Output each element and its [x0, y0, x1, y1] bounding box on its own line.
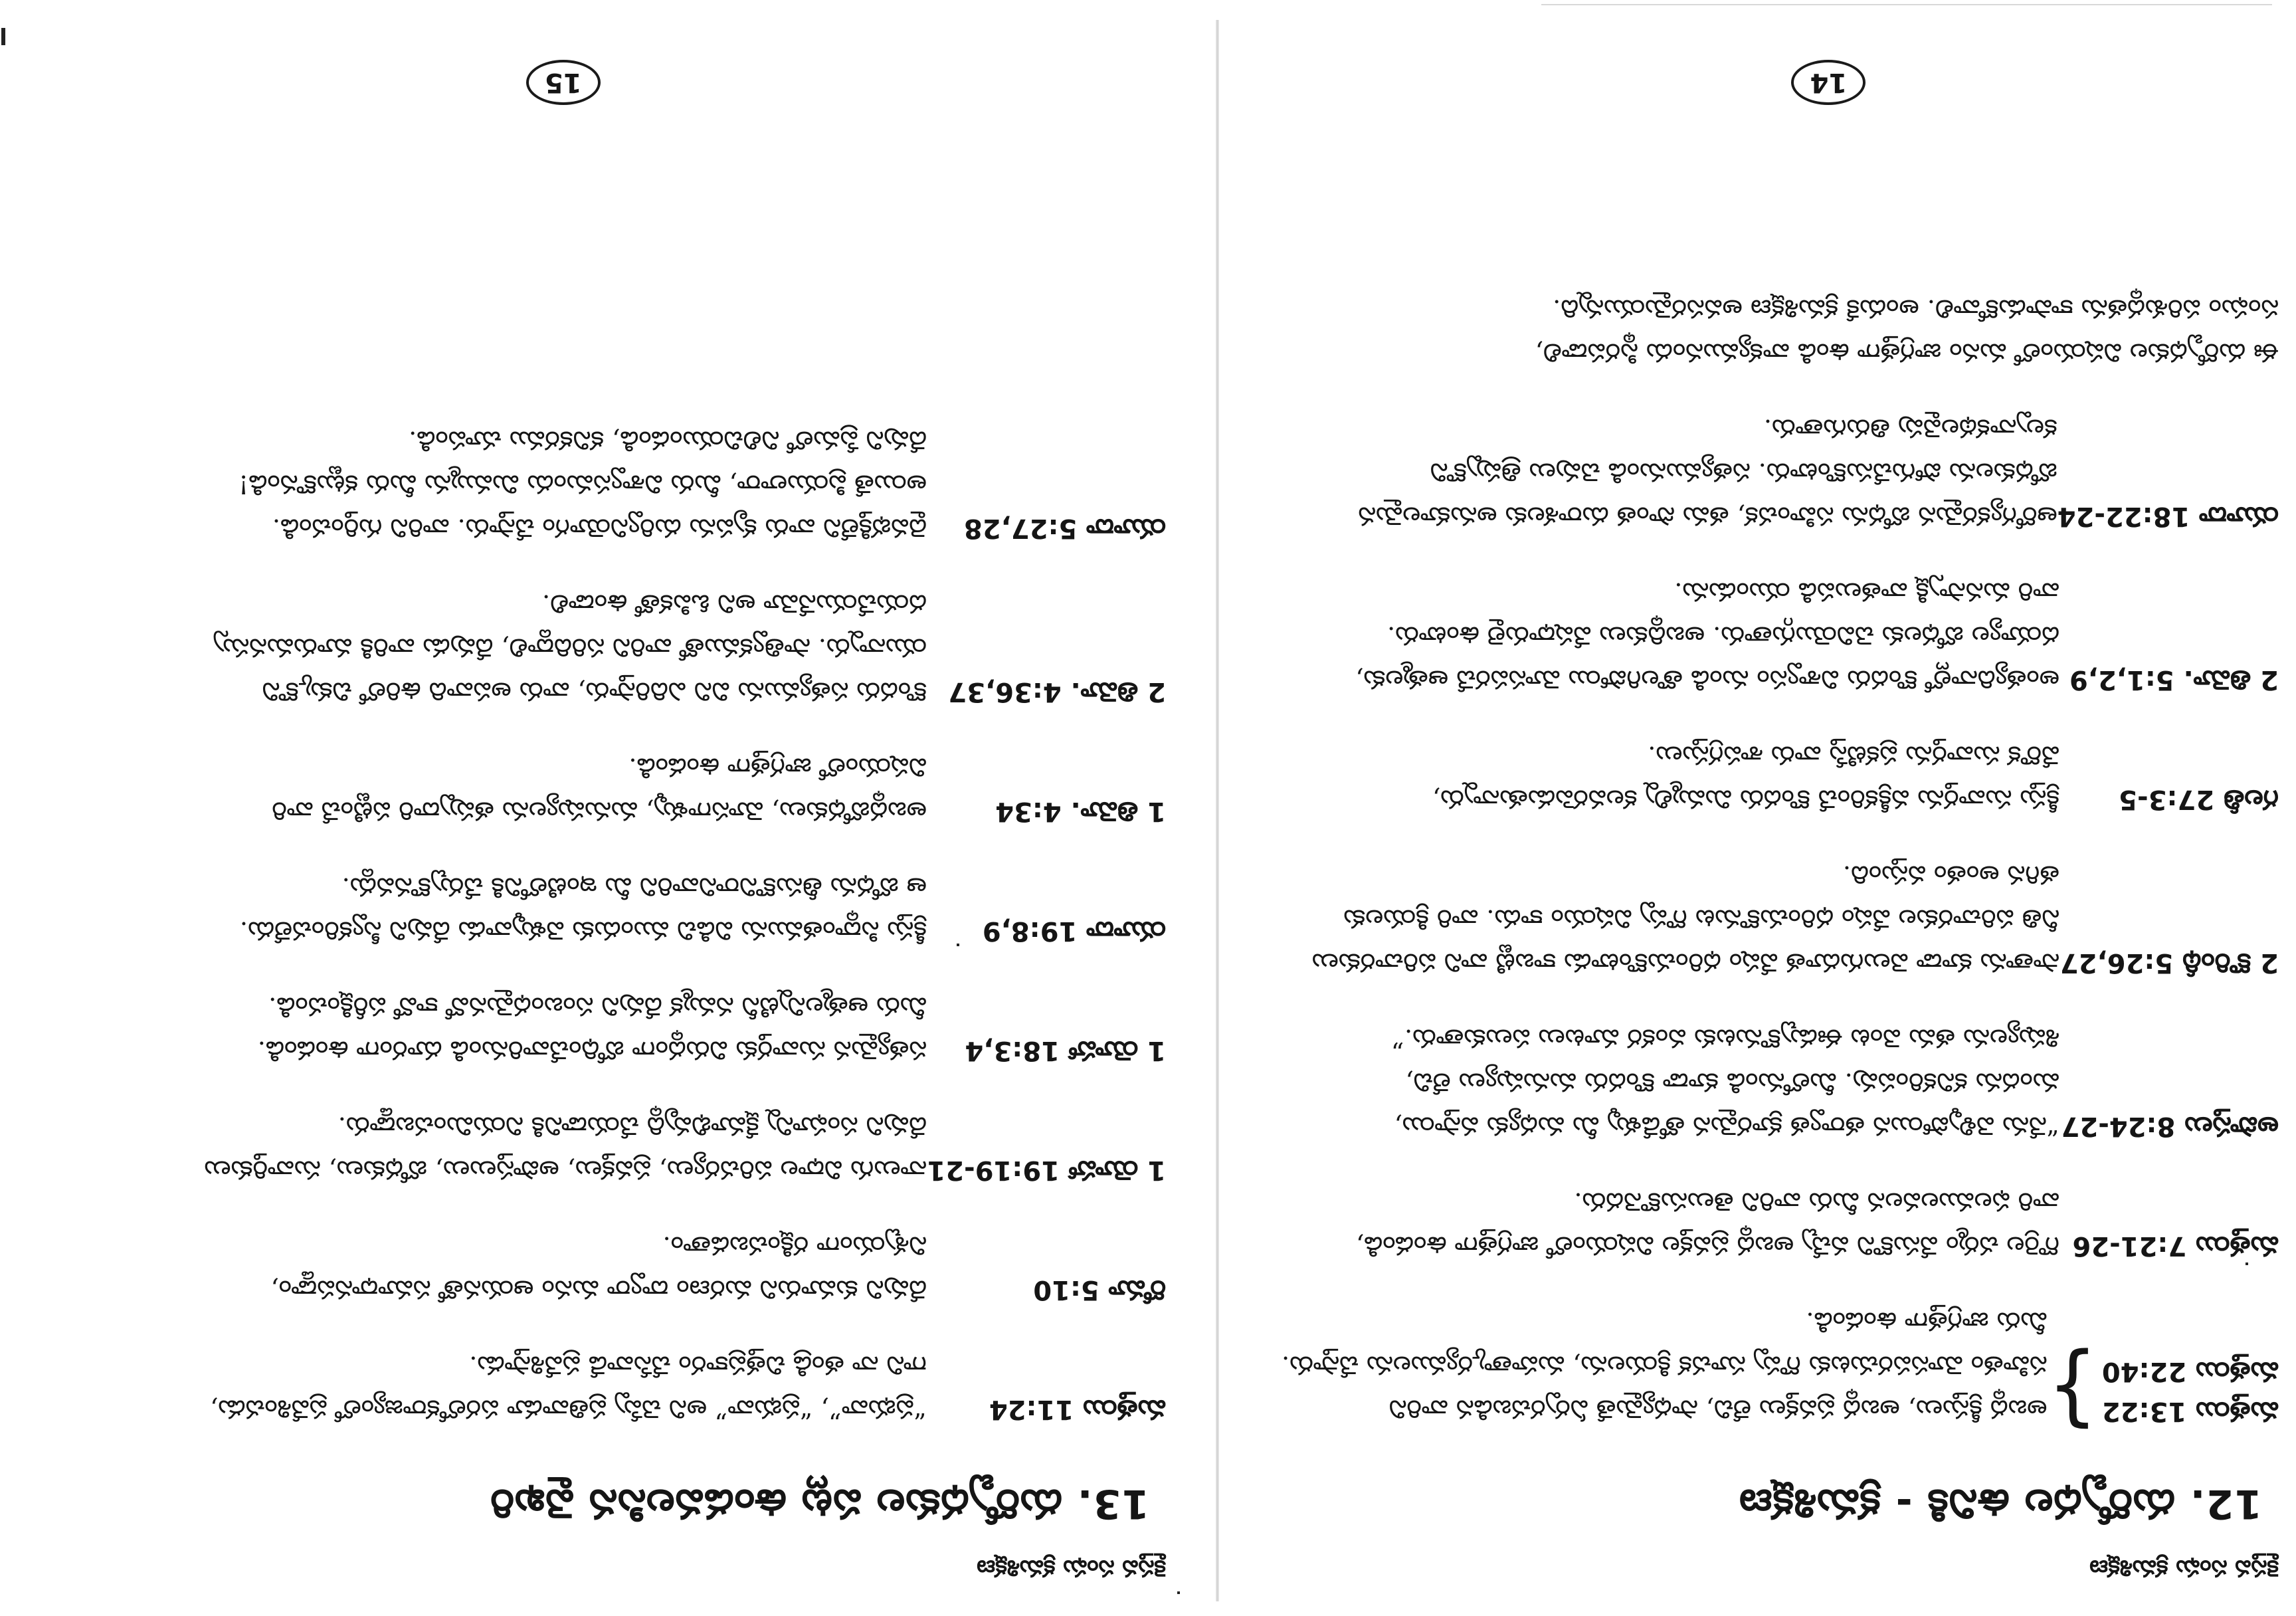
verse-text [1256, 1300, 2048, 1431]
text-line: శిష్యులను తమ వెంట ఈడ్చుకొనుటకు వంకర మాటలు పలుకుతారు.” [1391, 1024, 2059, 1053]
text-line: అబద్ధబోధకులు, మోసగాళ్ళు, మనుష్యులను తప్పుదారి పట్టించే వారి [272, 797, 927, 826]
scripture-reference: మత్తయి 22:40 [2101, 1356, 2279, 1387]
text-line: నీతి పరిచారకుల వేషం ధరించుకొనుట గొప్ప విషయం కాదు. వారి క్రియలకు [1343, 904, 2059, 934]
section-title: 13. దుర్బోధకుల పట్ల ఉండవలసిన వైఖరి [490, 1480, 1149, 1527]
running-head: కైస్తవ సంఘ క్రమశిక్షణ [977, 1555, 1166, 1581]
scripture-reference: యూదా 19:8,9 [982, 916, 1166, 946]
left-page [90, 66, 1166, 1581]
text-line: “నేను వెళ్ళిపోయిన తర్వాత క్రూరమైన తోడేళ్ళు మీ మధ్యకు వస్తాయి, [1394, 1112, 2059, 1141]
text-line: గొర్రెల చర్మం వేసుకొని వచ్చే అబద్ధ ప్రవక్తల విషయంలో జాగ్రత్తగా ఉండండి, [1356, 1231, 2059, 1261]
text-line: ఈ దుర్బోధకుల విషయంలో మనం జాగ్రత్తగా ఉండి వాక్యమునందు స్థిరపడాలి, [1535, 338, 2279, 367]
scripture-reference-group [2047, 1341, 2279, 1443]
verse-text [1256, 853, 2059, 985]
text-line: దయ్యాల బోధలకు చెవియొగ్గుతారు. అబద్ధికులు వేషధారులై ఉంటారు. [1387, 621, 2059, 651]
verse-text [90, 419, 927, 550]
verse-entry [1256, 1017, 2279, 1148]
verse-text [90, 746, 927, 833]
text-line: క్రీస్తు సిద్ధాంతమును విడిచి ముందుకు వెళ్ళువాడు దేవుని స్వీకరించలేదు. [239, 916, 927, 946]
verse-text [1256, 734, 2059, 821]
text-line: మందను కనికరింపవు. మీలోనుండి కూడా కొందరు మనుష్యులు లేచి, [1405, 1068, 2059, 1097]
verse-entry [1256, 1180, 2279, 1268]
text-line: సాతాను కూడా వెలుగుదూత వేషం ధరించుకొంటాడు కాబట్టి వాని పరిచారకులు [1311, 948, 2059, 977]
text-line: దేవుని సంఘాన్ని క్షేమాభివృద్ధి చేయడానికి నియమించబడ్డారు. [337, 1112, 927, 1141]
scripture-reference: 1 యోహా 18:3,4 [965, 1035, 1166, 1066]
verse-entry [90, 985, 1166, 1072]
text-line: కొందరు సత్యమును విని ఎదిరిస్తారు, వారు అపవాది ఉరిలో చిక్కుకొని [262, 677, 927, 706]
text-line: వారి మనస్సాక్షి వాతలుపడి యుండును. [1674, 577, 2059, 607]
text-line: వారి ఫలములవలన మీరు వారిని తెలుసుకొనెదరు. [1574, 1187, 2059, 1217]
verse-text [1256, 570, 2059, 702]
page-number: 15 [526, 60, 601, 105]
text-line: విషయంలో జాగ్రత్తగా ఉండండి. [628, 753, 927, 782]
text-line: అంత్యదినాల్లో కొందరు విశ్వాసం నుండి తొలగిపోయి మోసపరచే ఆత్మలకు, [1355, 665, 2059, 694]
scripture-reference: మత్తయి 13:22 [2101, 1396, 2279, 1427]
brace-icon: } [2047, 1341, 2098, 1443]
text-line: అయితే ప్రియులారా, మీరు విశ్వాసమందు మిమ్మును మీరు కట్టుకొనండి! [239, 470, 927, 499]
text-line: గాని నా తండ్రి చిత్తప్రకారం చేసేవాడే ప్రవేశిస్తాడు. [469, 1351, 927, 1380]
scripture-reference: మత్తయి 7:21-26 [2072, 1231, 2279, 1261]
scripture-reference: మత్తయి 11:24 [989, 1394, 1166, 1425]
page-gutter [1216, 20, 1219, 1601]
verse-text [90, 1344, 927, 1431]
verse-text [90, 1224, 927, 1312]
text-line: కల్పనాకథలవైపు తిరుగుతారు. [1763, 414, 2057, 443]
text-line: సహితం మోసపరచుటకు గొప్ప సూచక క్రియలను, మహత్కార్యములను చేస్తారు. [1282, 1351, 2048, 1380]
verse-entry [1256, 853, 2279, 985]
verse-entry [1256, 570, 2279, 702]
verse-entry [90, 419, 1166, 550]
text-line: నిశ్చయంగా రక్షించబడతాం. [662, 1231, 927, 1261]
text-line: మీరు ఆత్మలన్నిటినీ నమ్మక దేవుని సంబంధమైనవో కావో పరీక్షించండి. [268, 992, 927, 1021]
scripture-reference: 1 తిమో. 4:34 [995, 796, 1166, 827]
text-line: క్రీస్తు సువార్తను వక్రీకరించే కొందరు మిమ్మల్ని కలవరపెడుతున్నారు, [1432, 785, 2059, 814]
page-number: 14 [1791, 60, 1866, 105]
section-title: 12. దుర్బోధల ఉనికి - క్రమశిక్షణ [1739, 1480, 2262, 1527]
text-line: సత్యమైన సువార్తకు విరుద్ధంగా బోధించేవారినుండి దూరంగా ఉండండి. [257, 1036, 927, 1065]
scripture-reference: 2 కొరింథీ 5:26,27 [2059, 948, 2279, 978]
right-page [1256, 66, 2279, 1581]
text-line: నాలుగు విధాల పరిచర్యలు, ప్రవక్తలు, అపొస్తలులు, బోధకులు, సువార్తికులు [204, 1156, 927, 1185]
scripture-reference: రోమా 5:10 [1033, 1274, 1166, 1305]
verse-entry [1256, 734, 2279, 821]
scan-mark [1, 28, 5, 45]
verse-entry [90, 746, 1166, 833]
scripture-reference: గలతీ 27:3-5 [2119, 784, 2279, 815]
text-line: “ప్రభువా”, “ప్రభువా” అని చెప్పే ప్రతివాడూ పరలోకరాజ్యంలో ప్రవేశించడు, [210, 1395, 927, 1424]
verse-entry [90, 865, 1166, 953]
text-line: వేరొక సువార్తను ప్రకటిస్తే వారు శాపగ్రస్తులు. [1648, 741, 2059, 770]
text-line: మీరు జాగ్రత్తగా ఉండండి. [1806, 1307, 2048, 1336]
verse-text [90, 582, 927, 714]
verse-entry [90, 1224, 1166, 1312]
scripture-reference: 2 తిమో. 5:1,2,9 [2069, 664, 2279, 695]
text-line: తగిన అంతం వస్తుంది. [1842, 860, 2059, 890]
verse-entry [90, 1344, 1166, 1431]
scripture-reference: యూదా 5:27,28 [963, 513, 1166, 544]
closing-paragraph [1256, 287, 2279, 375]
page-top-edge [1541, 4, 2272, 5]
verse-text [90, 865, 927, 953]
verse-entry [1256, 407, 2279, 538]
verse-text [1256, 1017, 2059, 1148]
verse-text [90, 1104, 927, 1192]
verse-text [90, 985, 927, 1072]
verse-entry [90, 582, 1166, 714]
text-line: బోధకులను పోగుచేసుకొంటారు. సత్యమునుండి చెవులు త్రిప్పుకొని [1430, 458, 2057, 487]
scripture-reference: అపొస్తలు 8:24-27 [2061, 1111, 2279, 1142]
text-line: దయచేయునేమో అని ఓపికతో ఉండాలి. [542, 589, 927, 619]
verse-entry [1256, 1300, 2279, 1443]
text-line: ఆరోగ్యకరమైన బోధను సహించక, తమ సొంత దురాశలకు అనుకూలమైన [1358, 502, 2057, 531]
verse-entry [90, 1104, 1166, 1192]
text-line: దైవభక్తిలేని వారు కృపను దుర్వినియోగం చేస్తారు. వారిని గుర్తించండి. [272, 514, 927, 543]
verse-text [1256, 407, 2057, 538]
text-line: ఆ బోధను తీసుకొనిరానివారిని మీ ఇంటిలోనికి చేర్చుకొనవద్దు. [341, 872, 927, 902]
scripture-reference: 1 యోహా 19:19-21 [927, 1155, 1166, 1185]
scripture-reference: 2 తిమో. 4:36,37 [948, 676, 1166, 707]
running-head: కైస్తవ సంఘ క్రమశిక్షణ [2089, 1555, 2279, 1581]
scripture-reference: యూదా 18:22-24 [2057, 501, 2279, 532]
text-line: యున్నారు. సాత్వికముతో వారిని సరిదిద్దాలి, దేవుడు వారికి మారుమనస్సు [213, 633, 927, 662]
text-line: దేవుని కుమారుని మరణం ద్వారా మనం ఆయనతో సమాధానపడ్డాం, [270, 1275, 927, 1304]
text-line: అబద్ధ క్రీస్తులు, అబద్ధ ప్రవక్తలు లేచి, సాధ్యమైతే ఏర్పరచబడిన వారిని [1388, 1395, 2048, 1424]
verse-text [1256, 1180, 2059, 1268]
text-line: దేవుని ప్రేమలో నిలిచియుండండి, కనికరము చూపండి. [409, 426, 927, 455]
text-line: సంఘం పరిశుద్ధతను కాపాడుకోవాలి. అందుకే క్రమశిక్షణ అవసరమైయున్నది. [1553, 294, 2279, 324]
scan-dot [1177, 1591, 1180, 1594]
